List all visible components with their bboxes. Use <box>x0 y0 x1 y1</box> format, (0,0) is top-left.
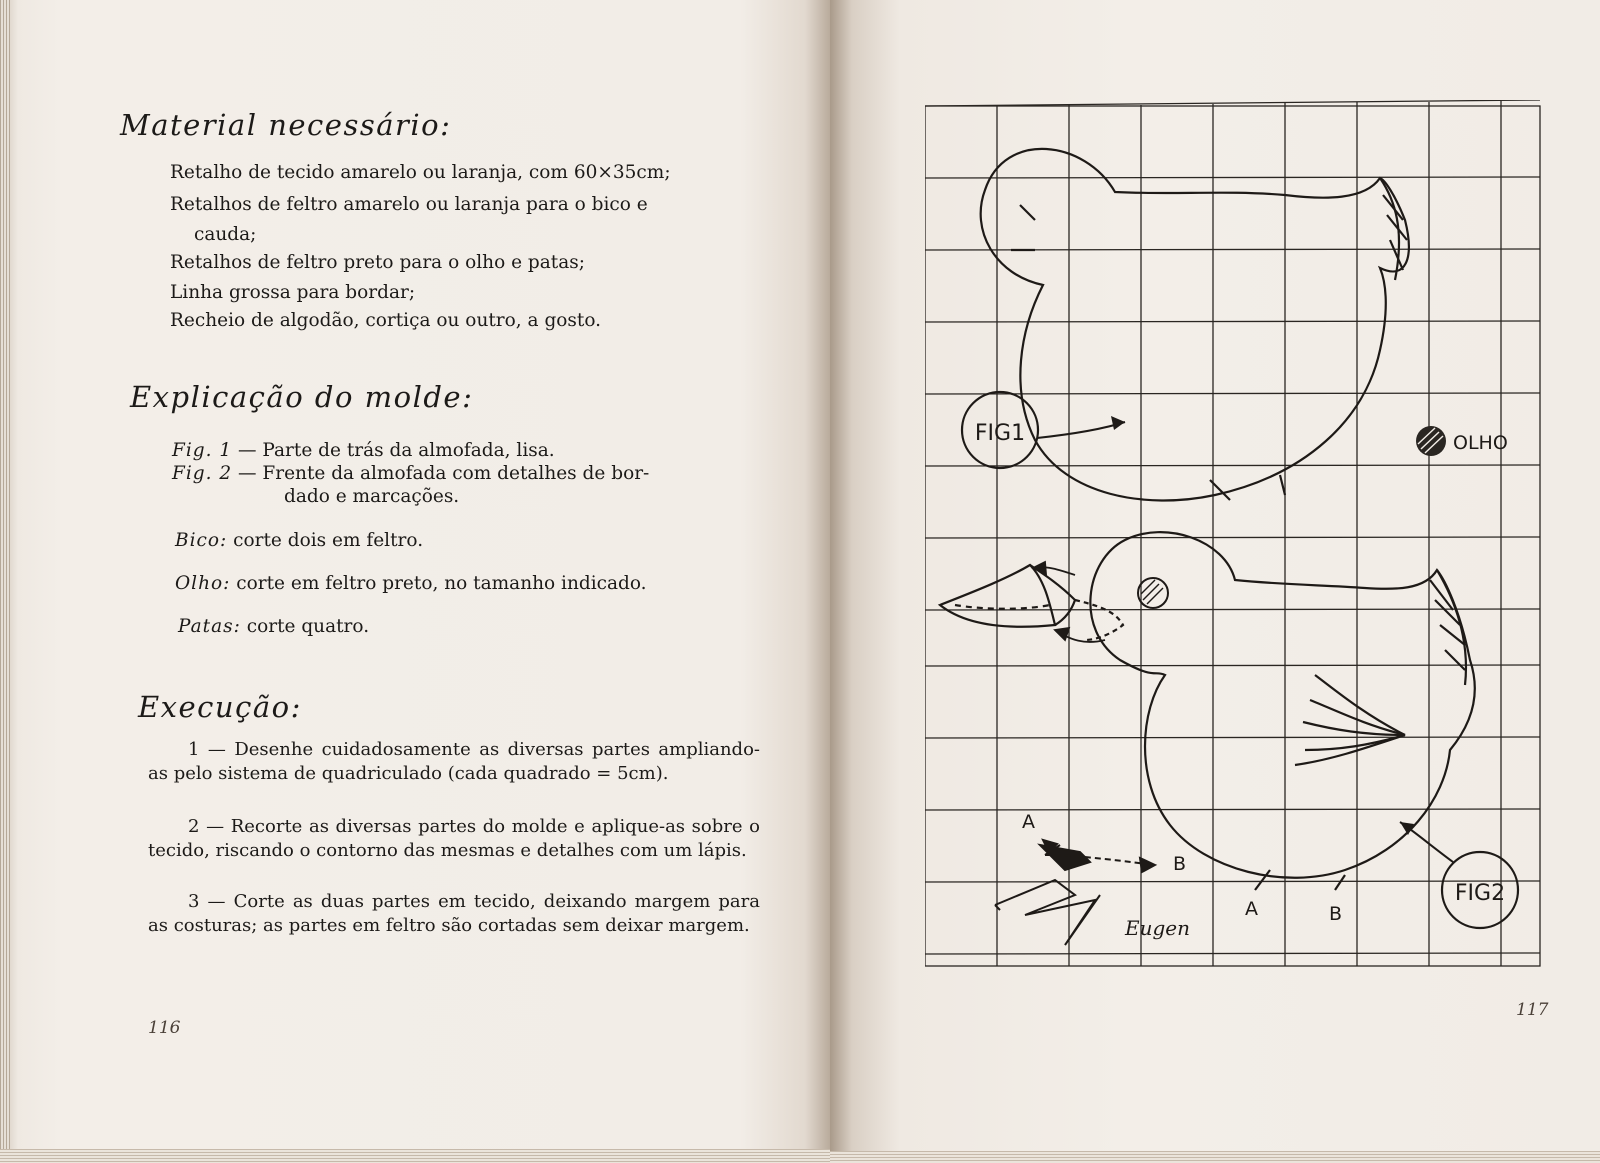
patas-line <box>178 616 369 637</box>
material-item: Retalho de tecido amarelo ou laranja, com 60×35cm; <box>170 162 671 183</box>
bico-text: corte dois em feltro. <box>233 530 424 551</box>
bico-label: Bico: <box>175 530 228 551</box>
material-item: Recheio de algodão, cortiça ou outro, a gosto. <box>170 310 602 331</box>
fig2-label: Fig. 2 <box>172 463 233 484</box>
fig1-duck-icon <box>981 149 1409 501</box>
patas-text: corte quatro. <box>246 616 370 637</box>
material-heading: Material necessário: <box>120 108 452 142</box>
material-item: Linha grossa para bordar; <box>170 282 416 303</box>
explicacao-heading: Explicação do molde: <box>130 380 474 414</box>
fig2-cont: dado e marcações. <box>284 486 460 507</box>
page-number-right: 117 <box>1516 1000 1549 1020</box>
fig1-text: — Parte de trás da almofada, lisa. <box>238 440 555 461</box>
material-item: Retalhos de feltro preto para o olho e patas; <box>170 252 585 273</box>
signature: Eugen <box>1125 916 1190 940</box>
execucao-step-2: 2 — Recorte as diversas partes do molde e aplique-as sobre o tecido, riscando o contorno das mesmas e detalhes com um lápis. <box>148 816 760 861</box>
pattern-diagram <box>925 100 1555 970</box>
execucao-step-1: 1 — Desenhe cuidadosamente as diversas partes ampliando-as pelo sistema de quadriculado (cada quadrado = 5cm). <box>148 739 760 784</box>
marker-a2: A <box>1245 898 1258 920</box>
olho-text: corte em feltro preto, no tamanho indicado. <box>236 573 647 594</box>
fig1-label: Fig. 1 <box>172 440 233 461</box>
marker-a: A <box>1022 811 1035 833</box>
marker-b: B <box>1173 853 1187 875</box>
fig2-pointer-icon <box>1400 822 1518 928</box>
grid-icon <box>925 100 1540 966</box>
page-number-left: 116 <box>148 1018 181 1038</box>
olho-label: Olho: <box>175 573 231 594</box>
eye-sample-icon <box>1416 426 1446 456</box>
bico-line <box>175 530 423 551</box>
fig2-label: FIG2 <box>1454 881 1506 906</box>
fig2-eye-icon <box>1138 578 1168 608</box>
material-item: cauda; <box>194 224 257 245</box>
fig2-text: — Frente da almofada com detalhes de bor- <box>238 463 650 484</box>
olho-line <box>175 573 647 594</box>
material-item: Retalhos de feltro amarelo ou laranja para o bico e <box>170 194 648 215</box>
fig2-line <box>172 463 649 484</box>
marker-b2: B <box>1329 903 1343 925</box>
olho-label: OLHO <box>1453 432 1508 454</box>
patas-label: Patas: <box>178 616 241 637</box>
execucao-heading: Execução: <box>138 690 302 724</box>
fig1-line <box>172 440 555 461</box>
execucao-step-3: 3 — Corte as duas partes em tecido, deixando margem para as costuras; as partes em feltro são cortadas sem deixar margem. <box>148 891 760 936</box>
fig2-duck-icon <box>940 532 1475 890</box>
fig1-label: FIG1 <box>974 421 1026 446</box>
